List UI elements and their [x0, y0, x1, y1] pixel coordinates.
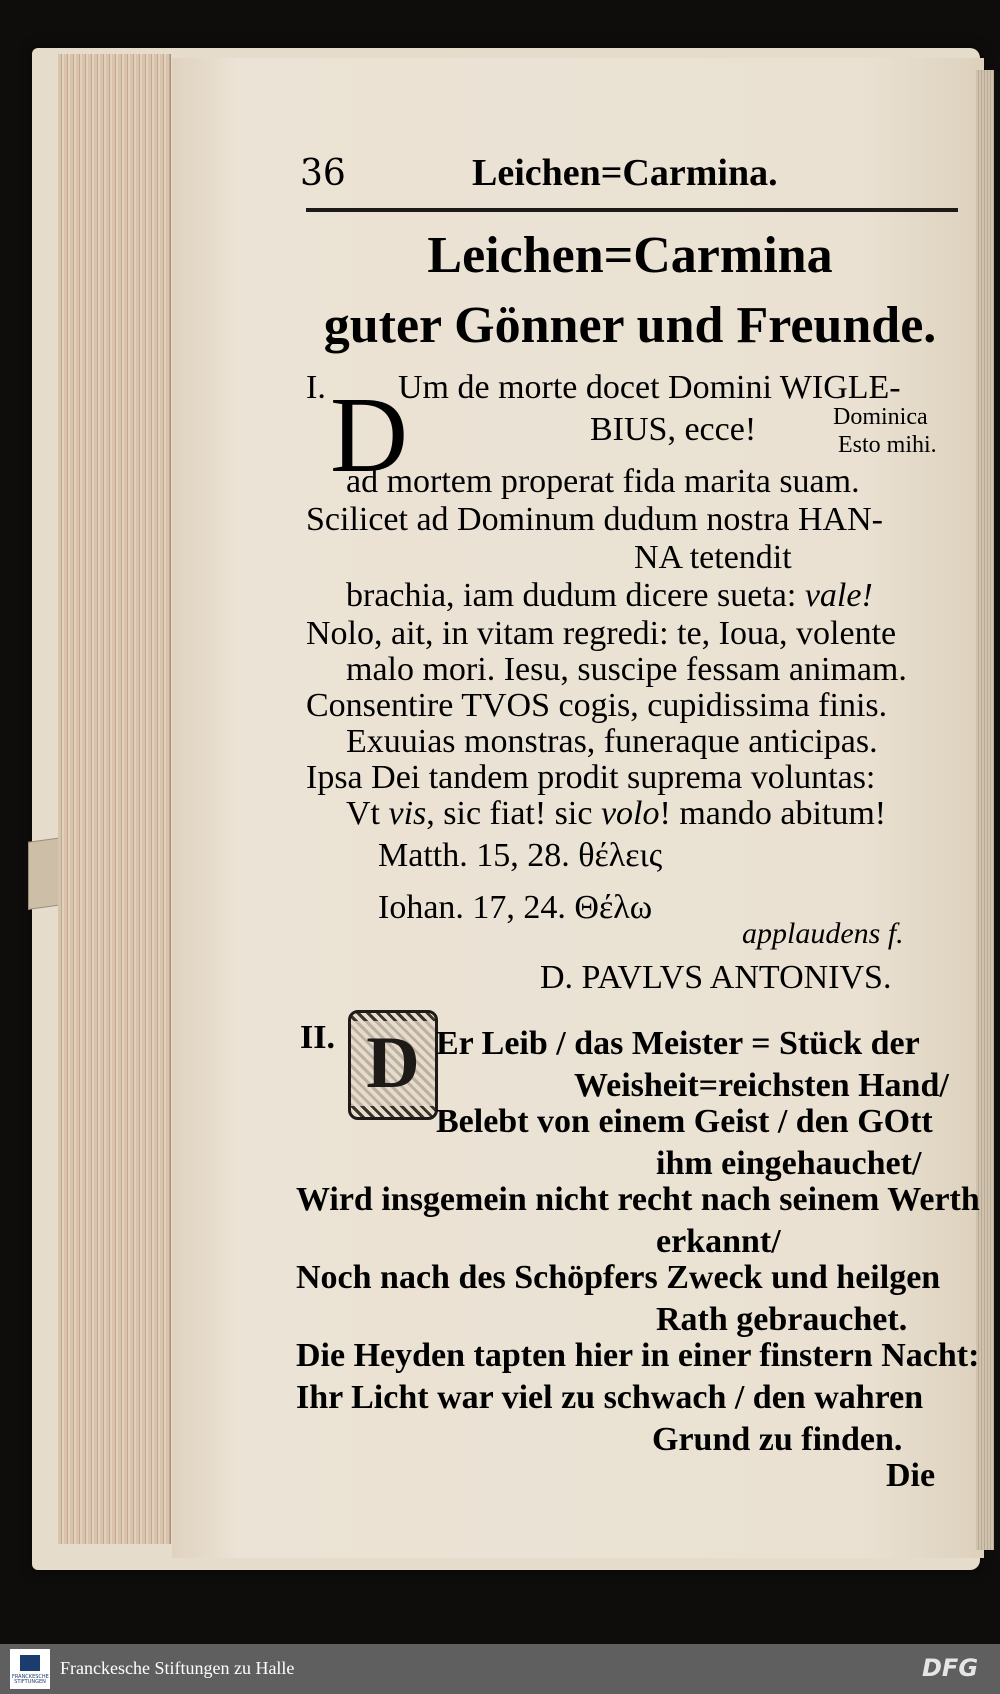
poem2-line: Er Leib / das Meister = Stück der — [436, 1025, 920, 1062]
poem2-line: Weisheit=reichsten Hand/ — [574, 1067, 949, 1104]
poem1-line: ad mortem properat fida marita suam. — [346, 463, 860, 500]
poem2-line: Noch nach des Schöpfers Zweck und heilgen — [296, 1259, 941, 1296]
page-edges — [58, 54, 171, 1544]
scripture-reference: Matth. 15, 28. θέλεις — [378, 837, 663, 874]
running-title: Leichen=Carmina. — [472, 152, 778, 194]
page-subtitle: guter Gönner und Freunde. — [323, 297, 937, 354]
poem1-line: Nolo, ait, in vitam regredi: te, Ioua, volente — [306, 615, 897, 652]
poem1-drop-cap: D — [330, 376, 408, 495]
poem1-line-text: ! mando abitum! — [659, 795, 887, 832]
poem1-line: malo mori. Iesu, suscipe fessam animam. — [346, 651, 907, 688]
poem1-line — [346, 576, 873, 616]
poem2-line: Die Heyden tapten hier in einer finstern Nacht: — [296, 1337, 980, 1374]
page-title: Leichen=Carmina — [427, 227, 833, 284]
poem1-sidenote: Dominica — [833, 404, 928, 430]
poem2-line: erkannt/ — [656, 1223, 781, 1260]
poem1-line: Consentire TVOS cogis, cupidissima finis. — [306, 687, 888, 724]
poem1-sidenote: Esto mihi. — [838, 432, 937, 458]
footer-bar — [0, 1644, 1000, 1694]
poem1-line: Exuuias monstras, funeraque anticipas. — [346, 723, 878, 760]
poem2-line: Belebt von einem Geist / den GOtt — [436, 1103, 933, 1140]
poem2-numeral: II. — [300, 1019, 335, 1056]
poem1-line — [346, 794, 886, 834]
poem1-line: Ipsa Dei tandem prodit suprema voluntas: — [306, 759, 876, 796]
poem1-line: BIUS, ecce! — [590, 411, 757, 448]
poem2-line: Wird insgemein nicht recht nach seinem Werth — [296, 1181, 980, 1218]
poem1-line-italic: vis — [388, 795, 427, 832]
institution-link[interactable]: Franckesche Stiftungen zu Halle — [60, 1658, 295, 1678]
poem2-line: ihm eingehauchet/ — [656, 1145, 922, 1182]
poem1-line-text: , sic fiat! sic — [426, 795, 601, 832]
running-head — [300, 145, 960, 199]
poem2-line: Grund zu finden. — [652, 1421, 903, 1458]
poem2-drop-cap: D — [351, 1021, 435, 1106]
logo-mark — [20, 1655, 40, 1671]
dfg-logo[interactable]: DFG — [922, 1654, 979, 1682]
right-page-edge — [976, 70, 994, 1550]
scripture-reference: Iohan. 17, 24. Θέλω — [378, 889, 653, 926]
page-number: 36 — [300, 153, 346, 194]
logo-caption: FRANCKESCHE STIFTUNGEN — [12, 1674, 49, 1685]
poem1-line: NA tetendit — [634, 539, 792, 576]
poem2-line: Rath gebrauchet. — [656, 1301, 908, 1338]
poem1-line-text: brachia, iam dudum dicere sueta: — [346, 577, 805, 614]
franckesche-logo-icon[interactable] — [10, 1649, 50, 1689]
catchword: Die — [886, 1457, 936, 1494]
poem1-line: Um de morte docet Domini WIGLE- — [398, 369, 901, 406]
ornamental-drop-cap — [348, 1010, 438, 1120]
header-rule — [306, 208, 958, 212]
poem1-line: Scilicet ad Dominum dudum nostra HAN- — [306, 501, 883, 538]
applause-note: applaudens f. — [742, 917, 904, 950]
poem1-line-italic: vale! — [804, 577, 873, 614]
poem2-line: Ihr Licht war viel zu schwach / den wahren — [296, 1379, 924, 1416]
poem1-line-text: Vt — [346, 795, 389, 832]
poem1-numeral: I. — [306, 369, 326, 406]
poem1-line-italic: volo — [600, 795, 660, 832]
poem1-author: D. PAVLVS ANTONIVS. — [540, 959, 892, 996]
